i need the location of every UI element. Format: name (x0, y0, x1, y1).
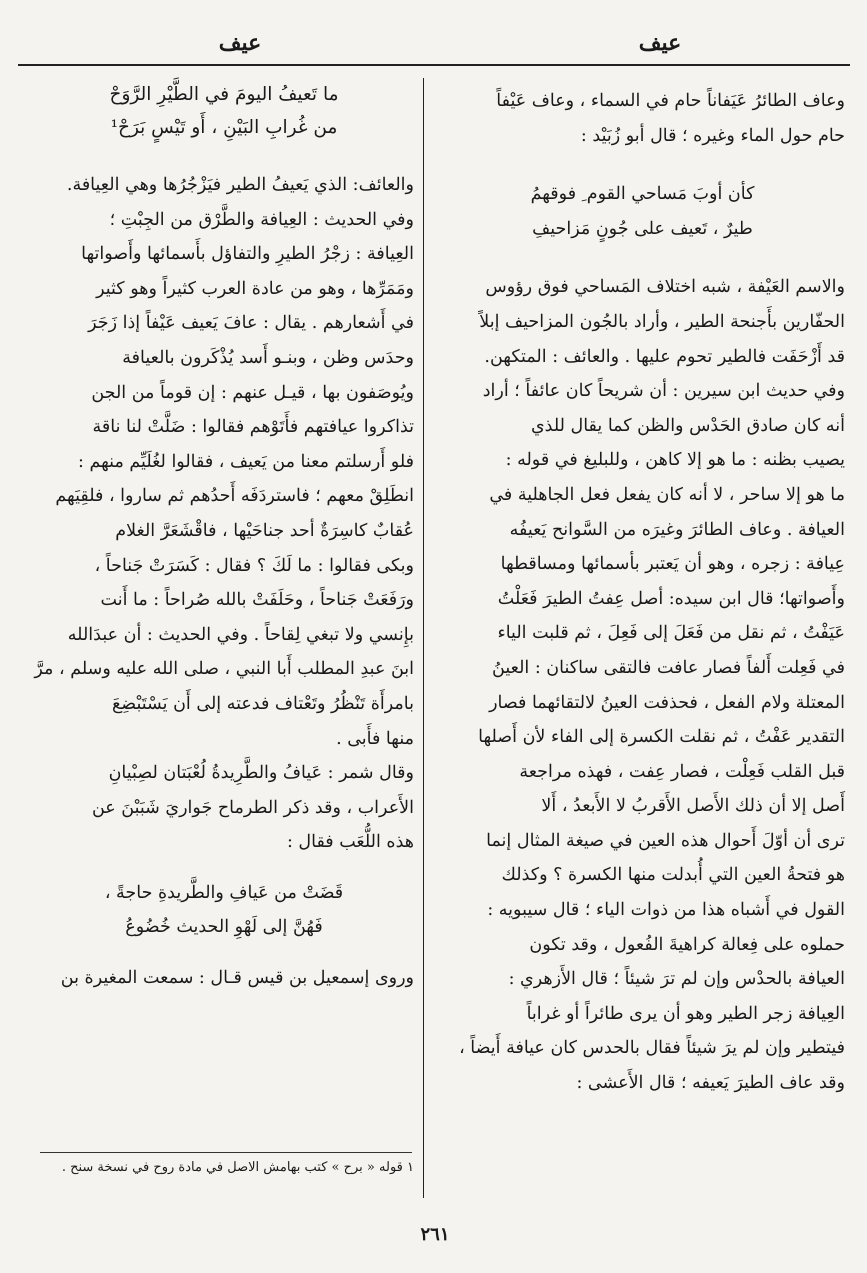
text-line: ترى أن أوّلَ أَحوال هذه العين في صيغة المثال إنما (486, 830, 845, 851)
text-line: وبكى فقالوا : ما لَكَ ؟ فقال : كَسَرَتْ جَناحاً ، (94, 555, 414, 576)
text-line: عَيَفْتُ ، ثم نقل من فَعَلَ إلى فَعِلَ ، ثم قلبت الياء (497, 623, 845, 644)
text-line: وأَصواتها؛ قال ابن سيده: أصل عِفتُ الطيرَ فَعَلْتُ (497, 588, 845, 609)
text-line: والاسم العَيْفة ، شبه اختلاف المَساحي فوق رؤوس (485, 277, 845, 298)
text-line: انطَلِقْ معهم ؛ فاستردَفَه أَحدُهم ثم ساروا ، فلقِيَهم (55, 486, 414, 507)
text-line: في أَشعارهم . يقال : عافَ يَعيف عَيْفاً إذا زَجَرَ (88, 313, 414, 334)
spacer (440, 153, 845, 177)
text-line: العِيافة : زجْرُ الطيرِ والتفاؤل بأَسمائها وأَصواتها (81, 244, 414, 265)
text-line: الأَعراب ، وقد ذكر الطرماح جَواريَ شَبَبْنَ عن (91, 797, 414, 818)
text-line: وقد عاف الطيرَ يَعيفه ؛ قال الأَعشى : (576, 1073, 845, 1094)
verse-line: ما تَعيفُ اليومَ في الطَّيْرِ الرَّوَحْ (109, 84, 339, 105)
text-line: ومَمَرِّها ، وهو من عادة العرب كثيراً وهو كثير (96, 278, 414, 299)
text-line: هذه اللُّعَب فقال : (286, 832, 414, 853)
text-line: ما هو إلا ساحر ، لا أنه كان يفعل فعل الجاهلية في (489, 484, 845, 505)
text-line: هو فتحةُ العين التي أُبدلت منها الكسرة ؟ وكذلك (501, 865, 845, 886)
text-line: فلو أَرسلتم معنا من يَعيف ، فقالوا لغُلَيِّم منهم : (78, 451, 414, 472)
text-line: قد أَزْحَفَت فالطير تحوم عليها . والعائف : المتكهن. (484, 346, 845, 367)
spacer (34, 945, 414, 961)
verse-line: طيرٌ ، تَعيف على جُونٍ مَزاحيفِ (532, 218, 753, 239)
text-line: العيافة بالحدْس وإن لم ترَ شيئاً ؛ قال الأَزهري : (508, 969, 845, 990)
text-line: يصيب بظنه : ما هو إلا كاهن ، وللبليغ في قوله : (505, 450, 845, 471)
page-number: ٢٦١ (420, 1224, 450, 1245)
text-line: وفي الحديث : العِيافة والطَّرْق من الجِبْتِ ؛ (109, 209, 414, 230)
text-line: بامرأَة تَنْظُرُ وتَعْتاف فدعته إلى أَن يَسْتَبْضِعَ (111, 693, 414, 714)
text-line: وروى إسمعيل بن قيس قـال : سمعت المغيرة بن (60, 968, 414, 989)
header-rule (18, 64, 850, 66)
verse-line: من غُرابِ البَيْنِ ، أَو تَيْسٍ بَرَحْ¹ (110, 117, 338, 138)
verse-line: كأن أوبَ مَساحي القوم ِ فوقهمُ (530, 184, 755, 205)
left-column-heading: عيف (218, 30, 262, 56)
text-line: قبل القلب فَعِلْت ، فصار عِفت ، فهذه مراجعة (519, 761, 845, 782)
text-line: وقال شمر : عَيافُ والطَّرِيدةُ لُعْبَتان لصِبْيانِ (108, 763, 414, 784)
text-line: أنه كان صادق الحَدْس والظن كما يقال للذي (530, 415, 845, 436)
text-line: تذاكروا عيافتهم فأَتَوْهم فقالوا : ضَلَّتْ لنا ناقة (92, 417, 414, 438)
text-line: منها فأَبى . (336, 728, 414, 749)
text-line: أَصل إلا أن ذلك الأَصل الأَقربُ لا الأَبعدُ ، أَلا (541, 796, 845, 817)
text-line: العِيافة زجر الطير وهو أن يرى طائراً أو غراباً (526, 1003, 845, 1024)
spacer (34, 144, 414, 168)
text-line: وفي حديث ابن سيرين : أن شريحاً كان عائفاً ؛ أراد (482, 381, 845, 402)
spacer (34, 860, 414, 876)
text-line: فيتطير وإن لم يرَ شيئاً فقال بالحدس كان عيافة أَيضاً ، (459, 1038, 845, 1059)
verse-line: فَهُنَّ إلى لَهْوِ الحديث خُضُوعُ (125, 917, 323, 938)
text-line: التقدير عَفْتُ ، ثم نقلت الكسرة إلى الفاء لأن أَصلها (478, 727, 845, 748)
text-line: والعائف: الذي يَعيفُ الطير فيَزْجُرُها وهي العِيافة. (66, 175, 414, 195)
text-line: عِيافة : زجره ، وهو أن يَعتبر بأسمائها ومساقطها (500, 554, 845, 575)
text-line: وحدَس وظن ، وبنـو أَسد يُذْكَرون بالعيافة (122, 347, 414, 368)
text-line: المعتلة ولام الفعل ، فحذفت العينُ لالتقائهما فصار (489, 692, 845, 713)
text-line: في فَعِلت أَلفاً فصار عافت فالتقى ساكنان : العينُ (492, 657, 845, 678)
text-line: عُقابٌ كاسِرَةٌ أحد جناحَيْها ، فاقْشَعَرَّ الغلام (115, 520, 414, 541)
text-line: وعاف الطائرُ عَيَفاناً حام في السماء ، وعاف عَيْفاً (496, 91, 845, 111)
text-line: ويُوصَفون بها ، قيـل عنهم : إن قوماً من الجن (91, 382, 414, 403)
footnote: ١ قوله « برح » كتب بهامش الاصل في مادة روح في نسخة سنح . (61, 1160, 414, 1175)
text-line: العيافة . وعاف الطائرَ وغيرَه من السَّوانح يَعيفُه (509, 519, 845, 540)
text-line: حملوه على فِعالة كراهيةَ الفُعول ، وقد تكون (529, 934, 845, 955)
right-column (440, 84, 845, 1101)
verse-line: قَضَتْ من عَيافِ والطَّريدةِ حاجةً ، (104, 882, 344, 903)
text-line: بإِنسي ولا تبغي لِقاحاً . وفي الحديث : أن عبدَالله (67, 624, 414, 645)
text-line: ورَفَعَتْ جَناحاً ، وحَلَفَتْ بالله صُراحاً : ما أَنت (100, 590, 414, 611)
spacer (440, 246, 845, 270)
text-line: حام حول الماء وغيره ؛ قال أبو زُبَيْد : (580, 125, 845, 146)
column-divider (423, 78, 424, 1198)
left-column (34, 78, 414, 996)
text-line: الحفّارين بأَجنحة الطير ، وأراد بالجُون المزاحيف إبلاً (479, 311, 845, 332)
right-column-heading: عيف (638, 30, 682, 56)
footnote-rule (40, 1152, 412, 1153)
text-line: ابنَ عبدِ المطلب أَبا النبي ، صلى الله عليه وسلم ، مرَّ (34, 659, 414, 680)
text-line: القول في أَشباه هذا من ذوات الياء ؛ قال سيبويه : (487, 900, 845, 921)
